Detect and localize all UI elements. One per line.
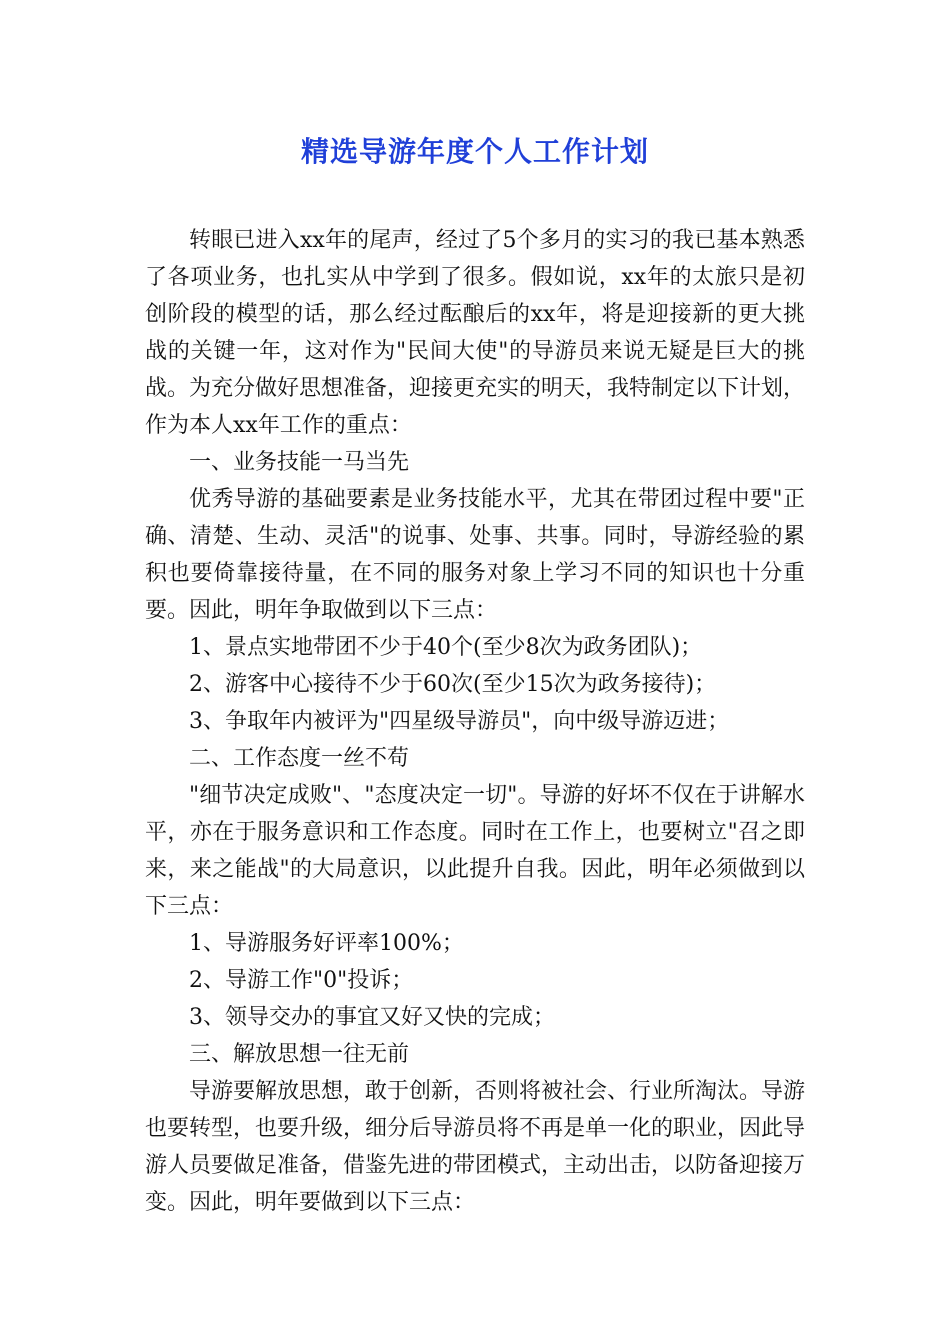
list-item-1-3: 3、争取年内被评为"四星级导游员"，向中级导游迈进； <box>189 709 730 734</box>
paragraph-section-3: 导游要解放思想，敢于创新，否则将被社会、行业所淘汰。导游也要转型，也要升级，细分后导游员将不再是单一化的职业，因此导游人员要做足准备，借鉴先进的带团模式，主动出击，以防备迎接万变。因此，明年要做到以下三点： <box>145 1079 806 1215</box>
list-item-1-2: 2、游客中心接待不少于60次(至少15次为政务接待)； <box>189 672 717 697</box>
list-item-2-2: 2、导游工作"0"投诉； <box>189 968 414 993</box>
section-heading-3: 三、解放思想一往无前 <box>189 1042 410 1067</box>
paragraph-section-2: "细节决定成败"、"态度决定一切"。导游的好坏不仅在于讲解水平，亦在于服务意识和工作态度。同时在工作上，也要树立"召之即来，来之能战"的大局意识，以此提升自我。因此，明年必须做到以下三点： <box>145 783 805 919</box>
list-item-1-1: 1、景点实地带团不少于40个(至少8次为政务团队)； <box>189 635 703 660</box>
list-item-2-1: 1、导游服务好评率100%； <box>189 931 464 956</box>
paragraph-section-1: 优秀导游的基础要素是业务技能水平，尤其在带团过程中要"正确、清楚、生动、灵活"的说事、处事、共事。同时，导游经验的累积也要倚靠接待量，在不同的服务对象上学习不同的知识也十分重要。因此，明年争取做到以下三点： <box>145 487 805 623</box>
list-item-2-3: 3、领导交办的事宜又好又快的完成； <box>189 1005 555 1030</box>
paragraph-intro: 转眼已进入xx年的尾声，经过了5个多月的实习的我已基本熟悉了各项业务，也扎实从中学到了很多。假如说，xx年的太旅只是初创阶段的模型的话，那么经过酝酿后的xx年，将是迎接新的更大挑战的关键一年，这对作为"民间大使"的导游员来说无疑是巨大的挑战。为充分做好思想准备，迎接更充实的明天，我特制定以下计划，作为本人xx年工作的重点： <box>145 228 806 438</box>
document-title: 精选导游年度个人工作计划 <box>300 135 649 168</box>
section-heading-1: 一、业务技能一马当先 <box>189 450 410 475</box>
document-body <box>145 222 805 1221</box>
section-heading-2: 二、工作态度一丝不苟 <box>189 746 410 771</box>
